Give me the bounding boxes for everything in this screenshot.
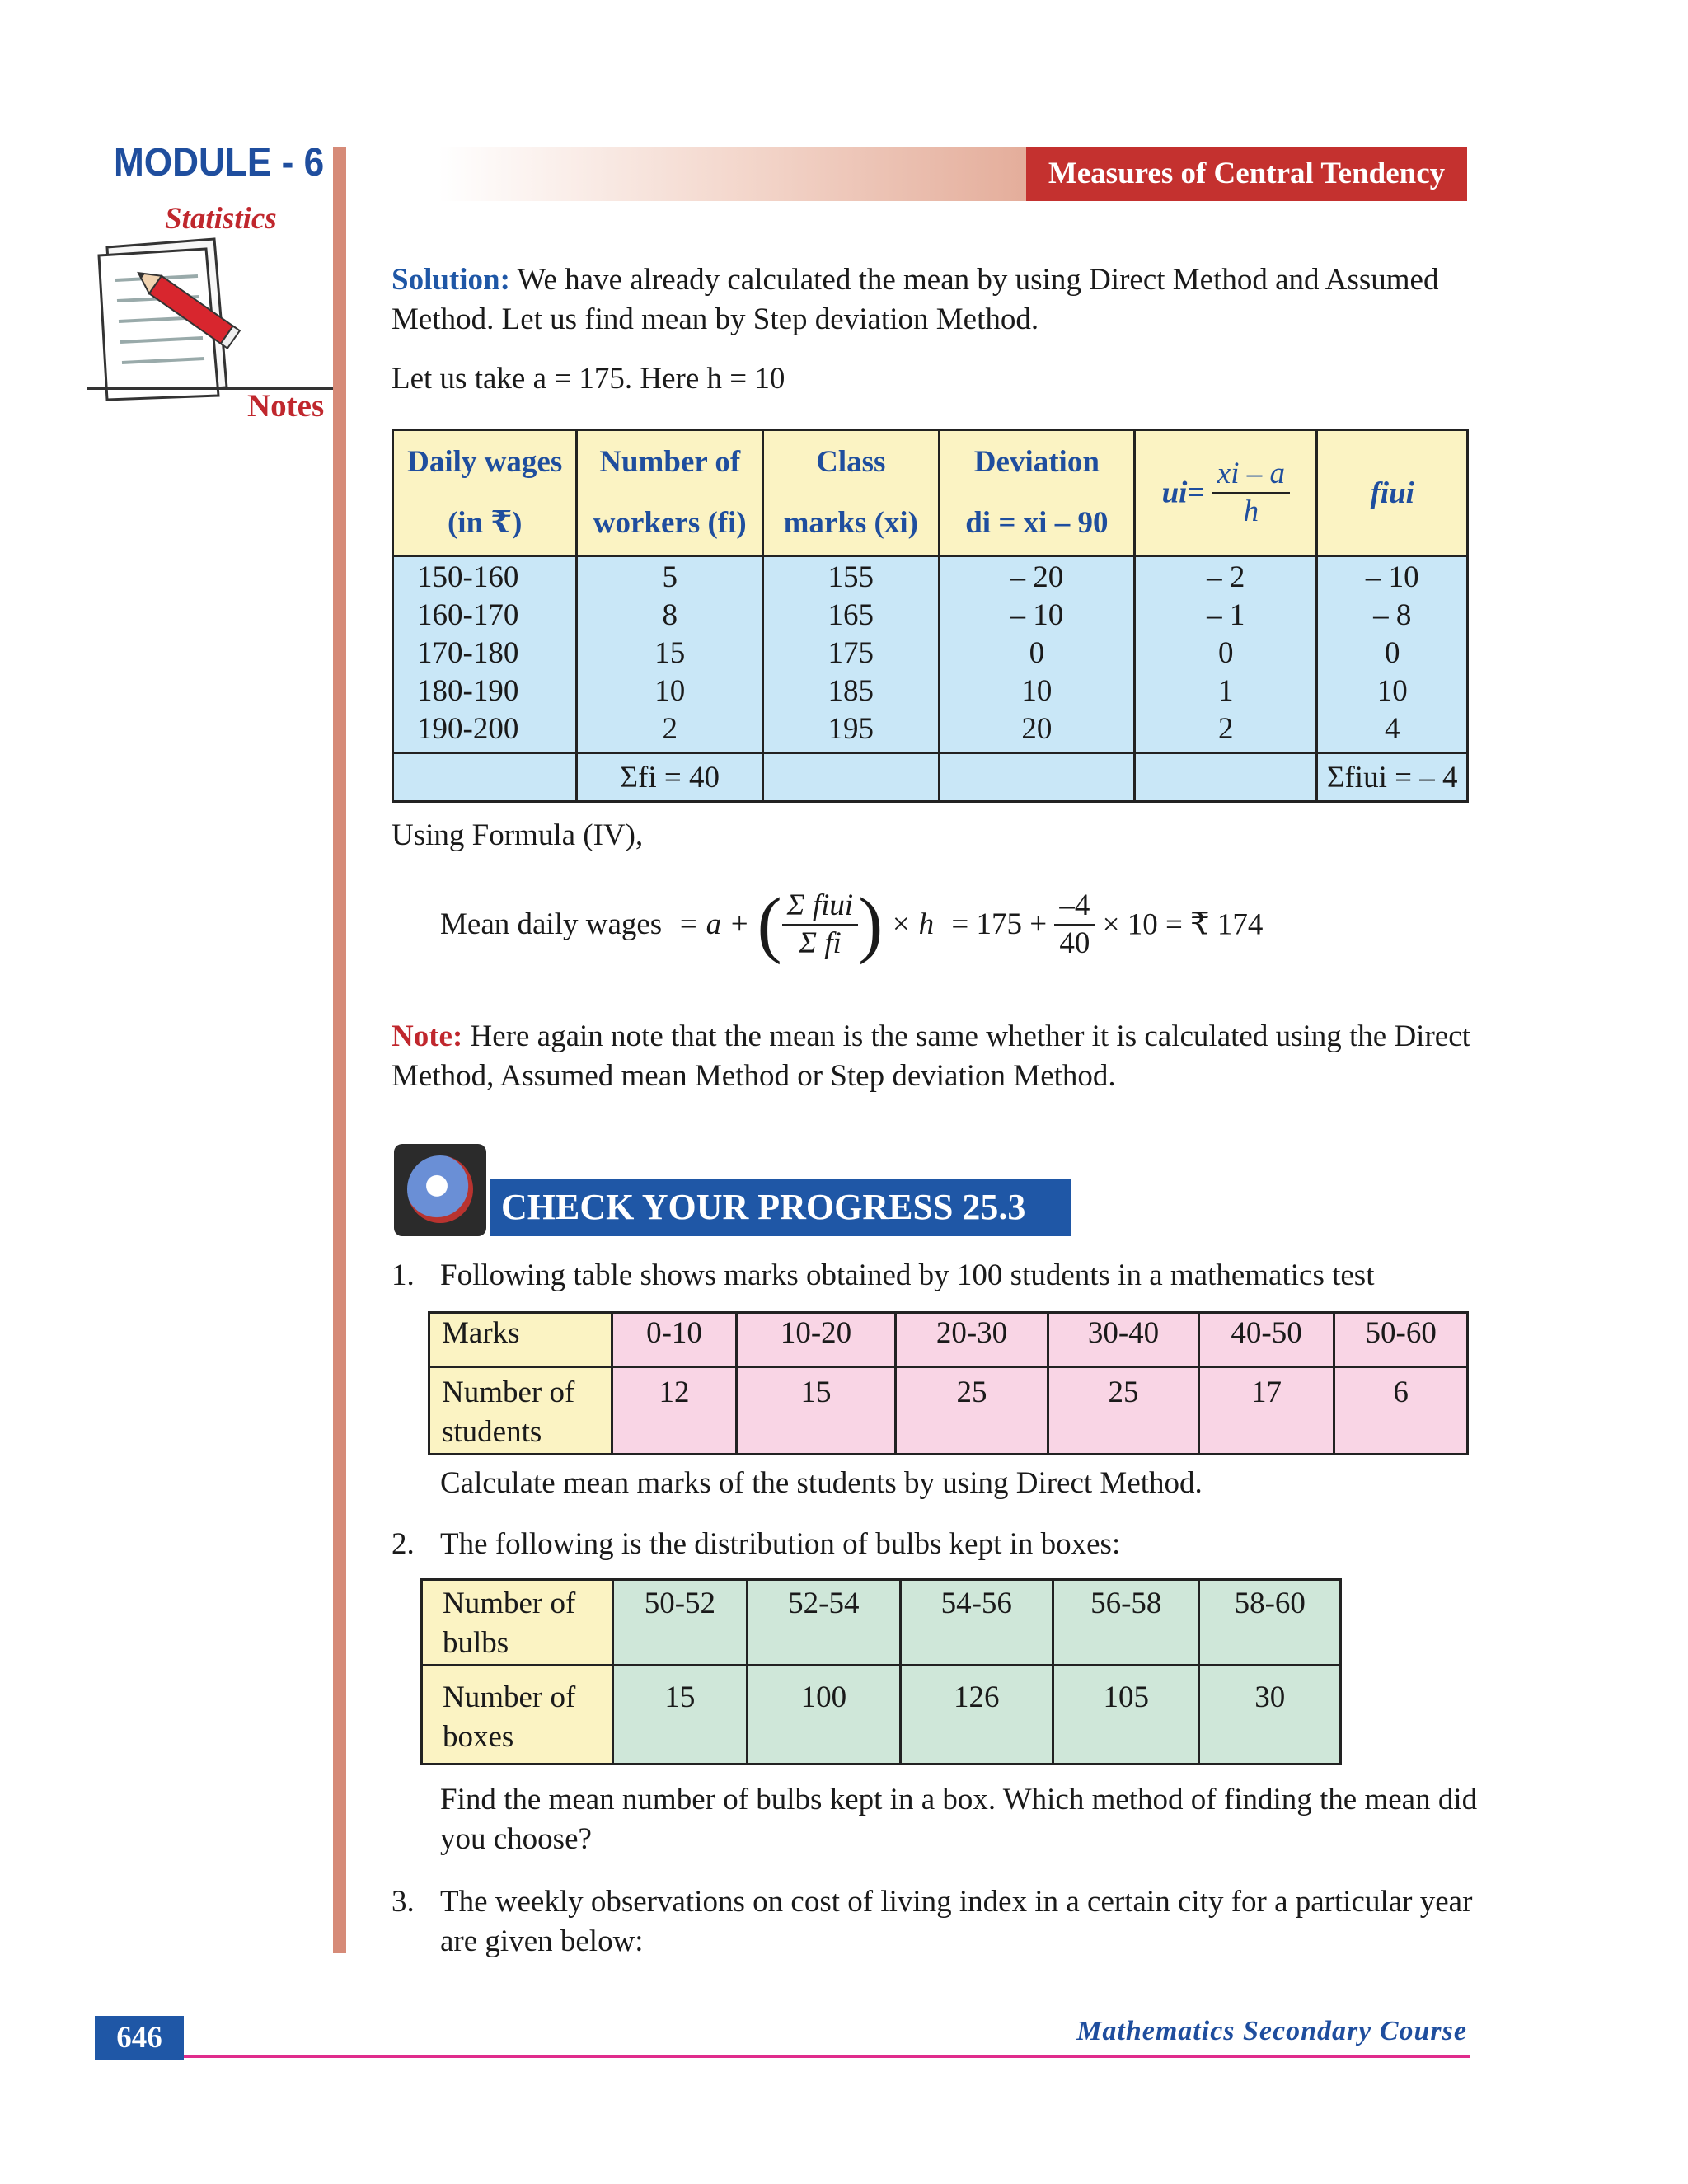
table-cell: 30 [1199,1666,1341,1765]
header-deviation: Deviation di = xi – 90 [939,430,1135,556]
table-cell: 6 [1334,1367,1468,1455]
col-daily-wages: 150-160 160-170 170-180 180-190 190-200 [393,556,577,753]
q3-number: 3. [392,1885,415,1919]
header-ui: ui= $\frac{xi - a}{h}$ [1135,430,1317,556]
total-cell [1135,753,1317,802]
header-daily-wages: Daily wages (in ₹) [393,430,577,556]
q3-text: The weekly observations on cost of living index in a certain city for a particular year are given below: [440,1885,1473,1958]
table-cell: 15 [737,1367,895,1455]
q2-number: 2. [392,1527,415,1561]
table-cell: 54-56 [900,1580,1053,1666]
total-cell [393,753,577,802]
step-deviation-table [392,429,1469,803]
table-cell: 50-60 [1334,1313,1468,1367]
header-class-marks: Class marks (xi) [763,430,940,556]
table-cell: 40-50 [1198,1313,1334,1367]
notes-paper-pencil-icon [82,231,247,404]
table-cell: 25 [1048,1367,1199,1455]
module-title: MODULE - 6 [114,141,325,185]
table-row [429,1313,1468,1367]
table-cell: 12 [612,1367,737,1455]
formula-lhs: = a + [678,907,750,941]
header-workers: Number of workers (fi) [577,430,763,556]
module-subject: Statistics [165,202,277,236]
total-cell [763,753,940,802]
solution-text-2: Method. Let us find mean by Step deviation Method. [392,302,1039,336]
table-total-row [393,753,1468,802]
q2-text: The following is the distribution of bulbs kept in boxes: [440,1527,1121,1561]
total-fiui: Σfiui = – 4 [1317,753,1468,802]
table-row [422,1666,1341,1765]
note-label: Note: [392,1019,463,1053]
notes-label: Notes [247,388,325,424]
table-data-row [393,556,1468,753]
course-title: Mathematics Secondary Course [1076,2016,1467,2046]
let-statement: Let us take a = 175. Here h = 10 [392,362,785,396]
bulbs-table [420,1578,1342,1765]
table-cell: 30-40 [1048,1313,1199,1367]
page-number: 646 [95,2016,184,2060]
col-fiui: – 10 – 8 0 10 4 [1317,556,1468,753]
formula-mid: = 175 + [951,907,1048,941]
boxes-label: Number of boxes [422,1666,613,1765]
q1-after: Calculate mean marks of the students by using Direct Method. [440,1466,1203,1500]
marks-label: Marks [429,1313,612,1367]
table-cell: 25 [895,1367,1048,1455]
table-header-row [393,430,1468,556]
solution-text: We have already calculated the mean by using Direct Method and Assumed [509,263,1439,297]
sum-fraction: $\frac{\text{Σ fiui}}{\text{Σ fi}}$ [782,888,859,962]
table-cell: 100 [748,1666,900,1765]
table-cell: 52-54 [748,1580,900,1666]
bulbs-label: Number of bulbs [422,1580,613,1666]
solution-label: Solution: [392,263,510,297]
formula-result: × 10 = ₹ 174 [1102,907,1264,942]
note-text: Here again note that the mean is the same whether it is calculated using the Direct [462,1019,1470,1053]
col-workers: 5 8 15 10 2 [577,556,763,753]
marks-table [428,1311,1469,1455]
table-cell: 105 [1053,1666,1199,1765]
right-paren: ) [858,883,884,965]
formula-label: Mean daily wages [440,907,663,941]
table-cell: 126 [900,1666,1053,1765]
col-ui: – 2 – 1 0 1 2 [1135,556,1317,753]
solution-paragraph [392,260,1471,340]
margin-vertical-bar [333,147,346,1953]
table-cell: 15 [612,1666,748,1765]
progress-title: CHECK YOUR PROGRESS 25.3 [490,1179,1071,1236]
col-deviation: – 20 – 10 0 10 20 [939,556,1135,753]
table-cell: 56-58 [1053,1580,1199,1666]
table-row [429,1367,1468,1455]
table-cell: 50-52 [612,1580,748,1666]
table-cell: 17 [1198,1367,1334,1455]
note-paragraph [392,1017,1471,1096]
q1-number: 1. [392,1258,415,1292]
table-cell: 58-60 [1199,1580,1341,1666]
table-cell: 20-30 [895,1313,1048,1367]
footer-rule [184,2055,1470,2058]
students-label: Number of students [429,1367,612,1455]
total-cell [939,753,1135,802]
left-paren: ( [757,883,782,965]
fraction-minus4-40: $\frac{-4}{40}$ [1054,888,1095,962]
q2-after: Find the mean number of bulbs kept in a box. Which method of finding the mean did you choose? [440,1783,1478,1856]
formula-times-h: × h [890,907,935,941]
header-title: Measures of Central Tendency [1026,147,1467,201]
note-text-2: Method, Assumed mean Method or Step deviation Method. [392,1059,1116,1093]
total-fi: Σfi = 40 [577,753,763,802]
progress-q-icon [394,1144,486,1236]
q1-text: Following table shows marks obtained by 100 students in a mathematics test [440,1258,1375,1292]
table-cell: 10-20 [737,1313,895,1367]
formula-intro: Using Formula (IV), [392,818,644,852]
header-fiui: fiui [1317,430,1468,556]
col-class-marks: 155 165 175 185 195 [763,556,940,753]
mean-formula [440,882,1512,1005]
table-row [422,1580,1341,1666]
table-cell: 0-10 [612,1313,737,1367]
